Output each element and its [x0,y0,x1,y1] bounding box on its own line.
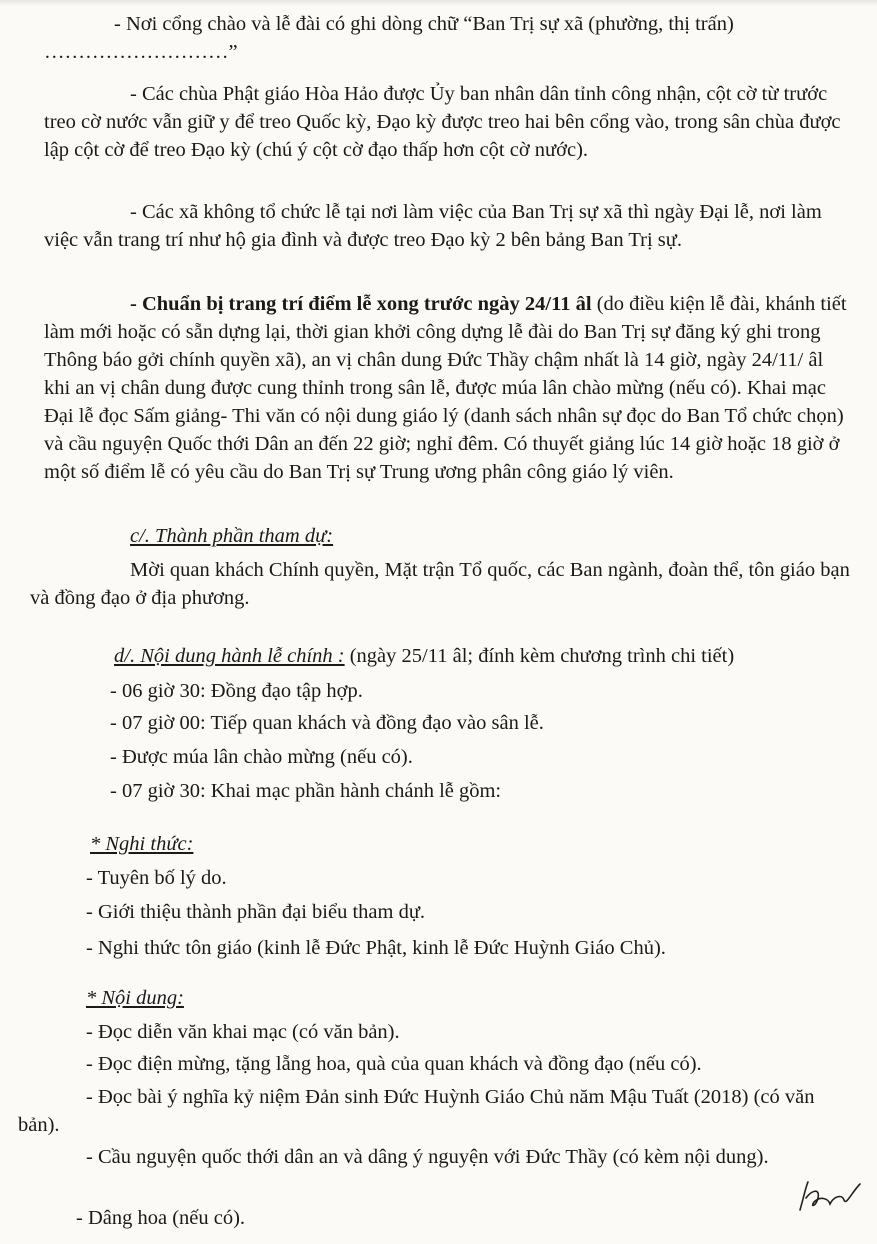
heading-participants: c/. Thành phần tham dự: [130,525,334,547]
schedule-item-3: - Được múa lân chào mừng (nếu có). [110,746,413,768]
paragraph-pagodas: - Các chùa Phật giáo Hòa Hảo được Ủy ban nhân dân tỉnh công nhận, cột cờ từ trước treo cờ nước vẫn giữ y để treo Quốc kỳ, Đạo kỳ được treo hai bên cổng vào, trong sân chùa được lập cột cờ để treo Đạo kỳ (chú ý cột cờ đạo thấp hơn cột cờ nước). [44,83,841,161]
content-item-5: - Dâng hoa (nếu có). [76,1207,246,1229]
preparation-deadline: - Chuẩn bị trang trí điểm lễ xong trước ngày 24/11 âl [130,293,592,315]
schedule-item-1: - 06 giờ 30: Đồng đạo tập hợp. [110,680,363,702]
heading-rituals: * Nghi thức: [90,833,194,855]
heading-main-ceremony [114,642,854,670]
ritual-item-1: - Tuyên bố lý do. [86,867,227,889]
content-item-2: - Đọc điện mừng, tặng lẵng hoa, quà của quan khách và đồng đạo (nếu có). [86,1053,702,1075]
paragraph-gate-text: - Nơi cổng chào và lễ đài có ghi dòng chữ “Ban Trị sự xã (phường, thị trấn) [114,13,734,35]
paragraph-gate-dots: ………………………” [44,41,238,63]
content-item-1: - Đọc diễn văn khai mạc (có văn bản). [86,1021,400,1043]
content-item-4: - Cầu nguyện quốc thới dân an và dâng ý nguyện với Đức Thầy (có kèm nội dung). [86,1146,769,1168]
signature-mark [794,1176,864,1220]
paragraph-communes: - Các xã không tổ chức lễ tại nơi làm việc của Ban Trị sự xã thì ngày Đại lễ, nơi làm việc vẫn trang trí như hộ gia đình và được treo Đạo kỳ 2 bên bảng Ban Trị sự. [44,201,822,251]
heading-main-ceremony-note: (ngày 25/11 âl; đính kèm chương trình chi tiết) [344,645,735,667]
content-item-3: - Đọc bài ý nghĩa kỷ niệm Đản sinh Đức Huỳnh Giáo Chủ năm Mậu Tuất (2018) (có văn bản). [18,1086,815,1136]
paragraph-participants: Mời quan khách Chính quyền, Mặt trận Tổ quốc, các Ban ngành, đoàn thể, tôn giáo bạn và đồng đạo ở địa phương. [30,559,850,609]
scan-edge [0,0,877,6]
heading-content: * Nội dung: [86,987,184,1009]
schedule-item-4: - 07 giờ 30: Khai mạc phần hành chánh lễ gồm: [110,780,502,802]
ritual-item-3: - Nghi thức tôn giáo (kinh lễ Đức Phật, kinh lễ Đức Huỳnh Giáo Chủ). [86,937,666,959]
heading-main-ceremony-title: d/. Nội dung hành lễ chính : [114,645,345,667]
ritual-item-2: - Giới thiệu thành phần đại biểu tham dự. [86,901,426,923]
paragraph-preparation [44,290,852,486]
preparation-details: (do điều kiện lễ đài, khánh tiết làm mới hoặc có sẵn dựng lại, thời gian khởi công dựng lễ đài do Ban Trị sự đăng ký ghi trong Thông báo gởi chính quyền xã), an vị chân dung Đức Thầy chậm nhất là 14 giờ, ngày 24/11/ âl khi an vị chân dung được cung thỉnh trong sân lễ, được múa lân chào mừng (nếu có). Khai mạc Đại lễ đọc Sấm giảng- Thi văn có nội dung giáo lý (danh sách nhân sự đọc do Ban Tổ chức chọn) và cầu nguyện Quốc thới Dân an đến 22 giờ; nghỉ đêm. Có thuyết giảng lúc 14 giờ hoặc 18 giờ ở một số điểm lễ có yêu cầu do Ban Trị sự Trung ương phân công giáo lý viên. [44,293,847,483]
schedule-item-2: - 07 giờ 00: Tiếp quan khách và đồng đạo vào sân lễ. [110,712,544,734]
